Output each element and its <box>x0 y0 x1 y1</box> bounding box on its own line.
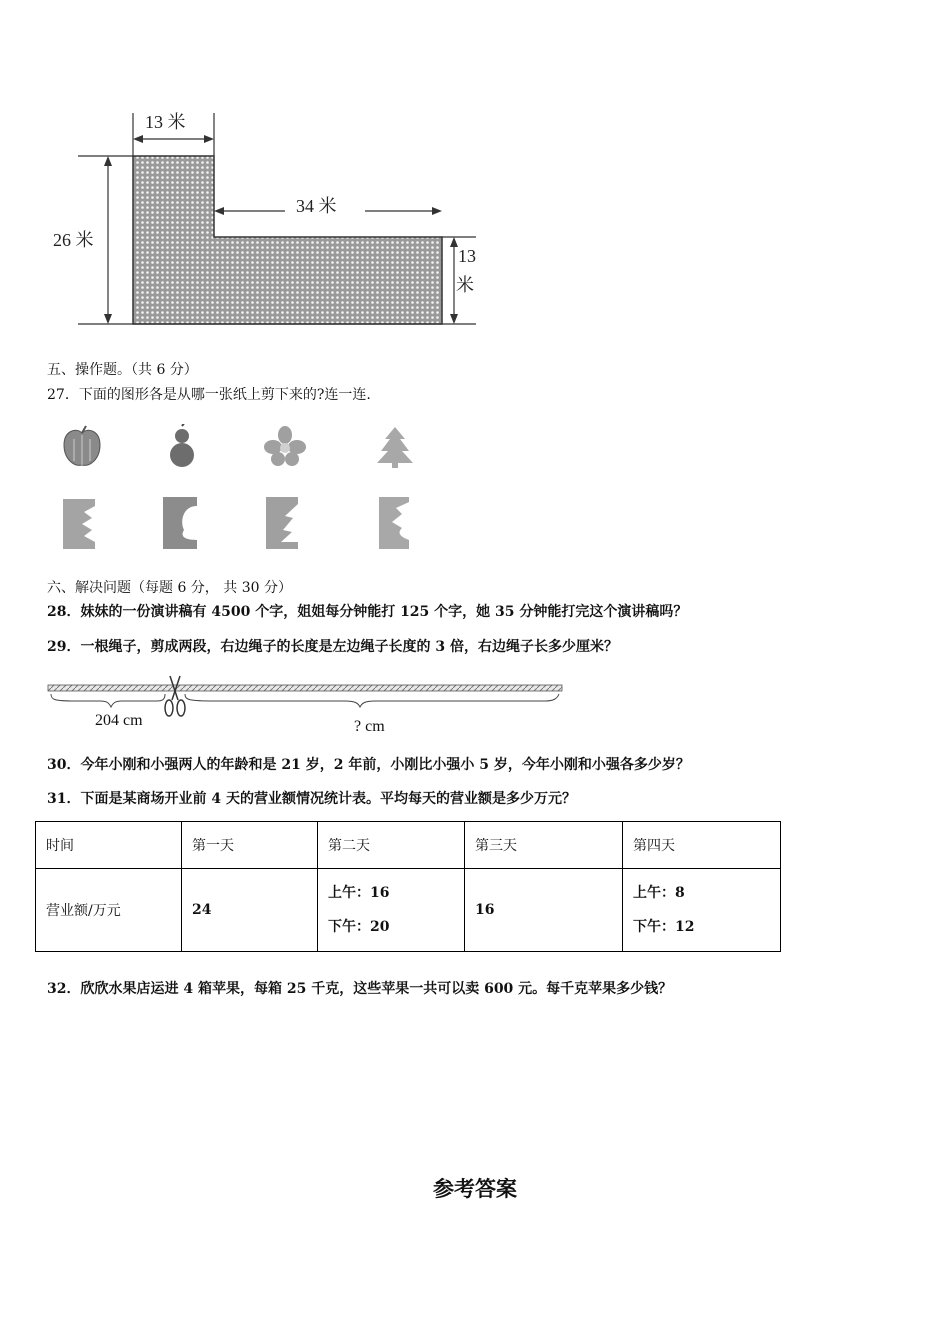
dimension-label-left: 26 米 <box>53 230 94 250</box>
paper-b-icon <box>162 496 198 550</box>
rope <box>48 685 562 691</box>
header-day2: 第二天 <box>318 822 465 869</box>
section-6-heading: 六、解决问题（每题 6 分， 共 30 分） <box>47 580 292 596</box>
question-32: 32．欣欣水果店运进 4 箱苹果，每箱 25 千克，这些苹果一共可以卖 600 元。每千克苹果多少钱？ <box>47 981 673 997</box>
question-30: 30．今年小刚和小强两人的年龄和是 21 岁，2 年前，小刚比小强小 5 岁，今年小刚和小强各多少岁？ <box>47 757 690 773</box>
gourd-shape-icon <box>162 424 202 468</box>
cell-day1: 24 <box>182 869 318 952</box>
question-29: 29．一根绳子，剪成两段，右边绳子的长度是左边绳子长度的 3 倍，右边绳子长多少厘米？ <box>47 639 618 655</box>
rope-left-label: 204 cm <box>95 712 143 729</box>
cell-day4-am: 上午：8 <box>633 885 685 901</box>
answers-title: 参考答案 <box>433 1177 517 1201</box>
cell-day3: 16 <box>465 869 623 952</box>
cell-day2 <box>318 869 465 952</box>
question-27: 27．下面的图形各是从哪一张纸上剪下来的?连一连. <box>47 387 371 403</box>
header-day4: 第四天 <box>623 822 781 869</box>
cell-day2-am: 上午：16 <box>328 885 390 901</box>
table-row <box>36 869 781 952</box>
left-brace <box>51 694 165 707</box>
row-label: 营业额/万元 <box>36 869 182 952</box>
flower-shape-icon <box>263 425 307 467</box>
header-day1: 第一天 <box>182 822 318 869</box>
dimension-label-right-num: 13 <box>458 246 476 266</box>
dimension-label-right-unit: 米 <box>456 275 474 295</box>
header-time: 时间 <box>36 822 182 869</box>
question-31: 31．下面是某商场开业前 4 天的营业额情况统计表。平均每天的营业额是多少万元？ <box>47 791 576 807</box>
rope-right-label: ? cm <box>354 718 385 735</box>
l-shape-region <box>133 156 442 324</box>
cell-day4-pm: 下午：12 <box>633 919 695 935</box>
cell-day4 <box>623 869 781 952</box>
apple-shape-icon <box>60 425 104 469</box>
header-day3: 第三天 <box>465 822 623 869</box>
scissors-icon <box>165 676 185 716</box>
paper-a-icon <box>62 498 96 550</box>
question-28: 28．妹妹的一份演讲稿有 4500 个字，姐姐每分钟能打 125 个字，她 35 分钟能打完这个演讲稿吗？ <box>47 604 688 620</box>
table-header-row <box>36 822 781 869</box>
paper-d-icon <box>378 496 410 550</box>
paper-c-icon <box>265 496 299 550</box>
dimension-label-middle: 34 米 <box>296 196 337 216</box>
tree-shape-icon <box>375 425 415 469</box>
dimension-label-top: 13 米 <box>145 112 186 132</box>
cell-day2-pm: 下午：20 <box>328 919 390 935</box>
l-shape-diagram <box>40 105 490 335</box>
section-5-heading: 五、操作题。（共 6 分） <box>47 362 198 378</box>
sales-table <box>35 821 781 952</box>
right-brace <box>185 694 559 707</box>
